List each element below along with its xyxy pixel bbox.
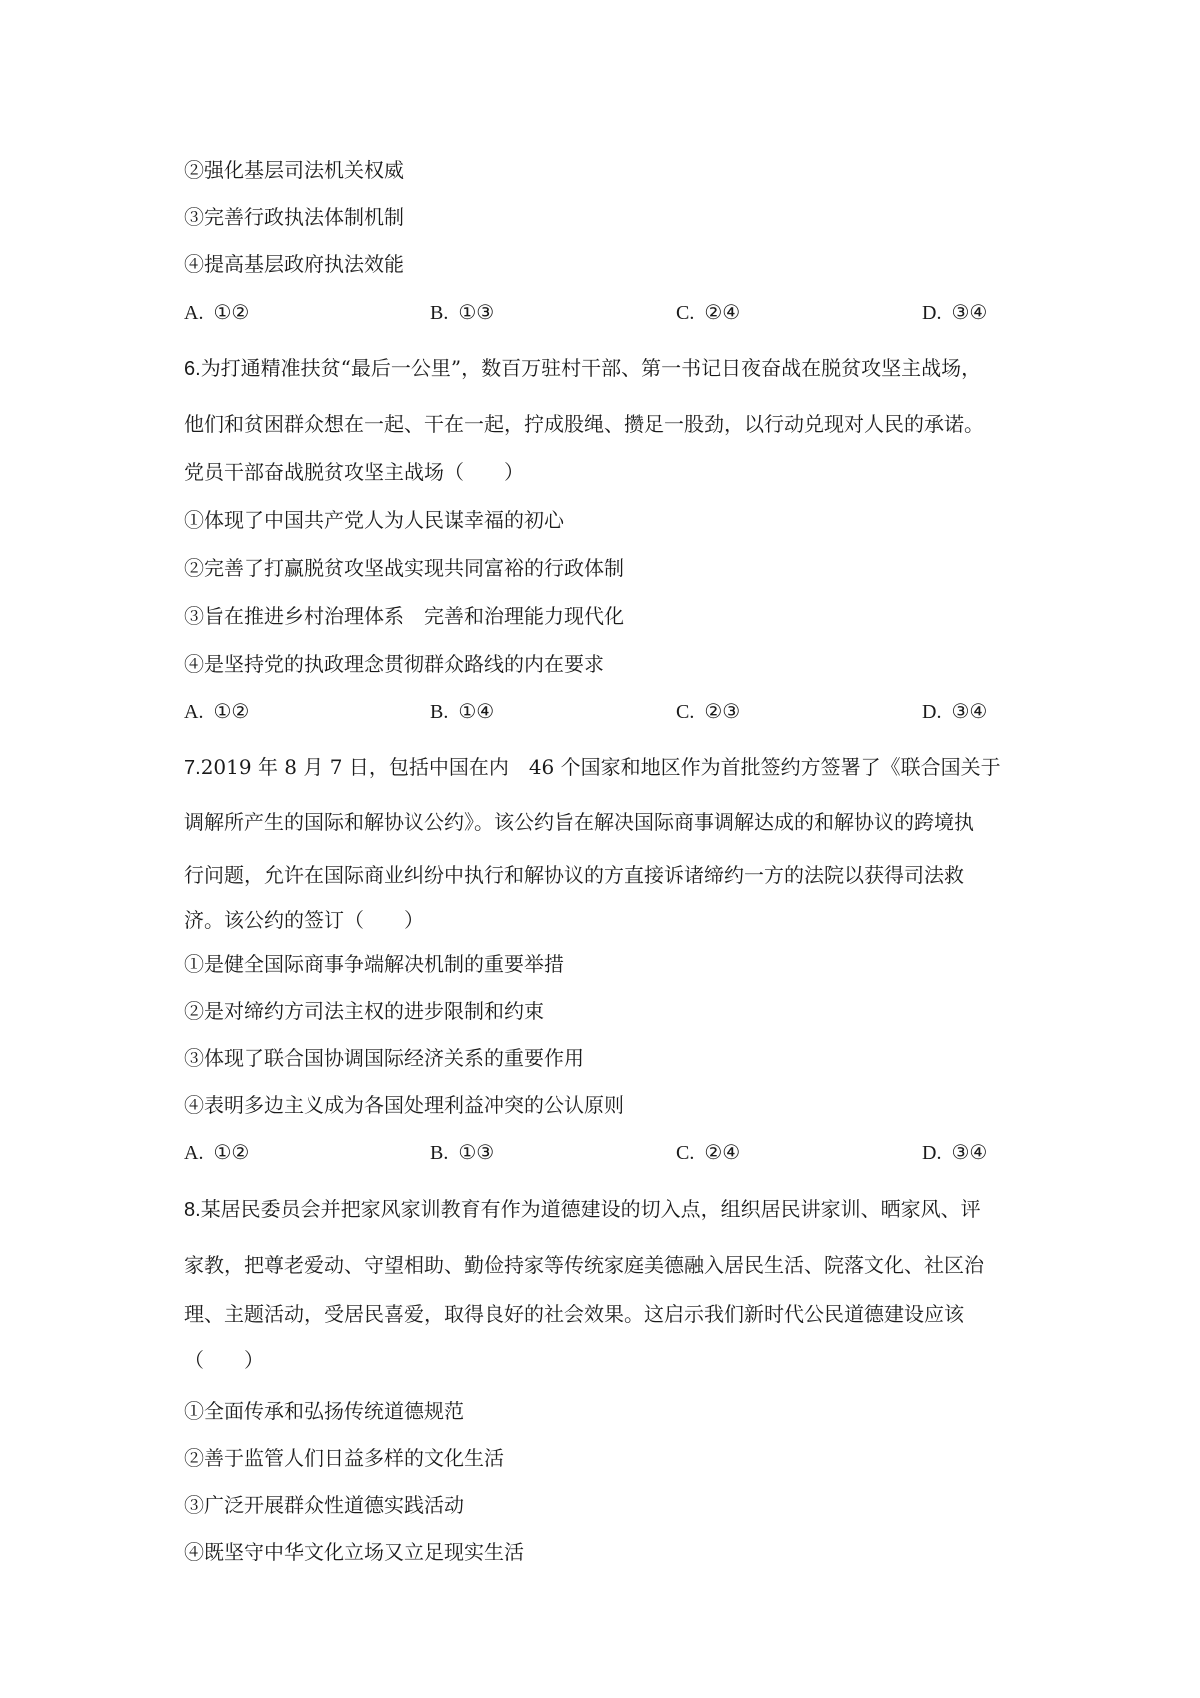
q6-choice-3: ③旨在推进乡村治理体系 完善和治理能力现代化 [184, 604, 624, 628]
q7-options [184, 1138, 1044, 1166]
q5-choice-4: ④提高基层政府执法效能 [184, 252, 404, 276]
q6-options [184, 697, 1044, 725]
q6-stem-line-1: 6.为打通精准扶贫“最后一公里”，数百万驻村干部、第一书记日夜奋战在脱贫攻坚主战场， [184, 356, 982, 380]
q7-stem-line-1: 7.2019 年 8 月 7 日，包括中国在内 46 个国家和地区作为首批签约方签署了《联合国关于 [184, 755, 1001, 779]
q6-choice-1: ①体现了中国共产党人为人民谋幸福的初心 [184, 508, 564, 532]
q8-choice-4: ④既坚守中华文化立场又立足现实生活 [184, 1540, 524, 1564]
q5-options [184, 298, 1044, 326]
q7-stem-line-4: 济。该公约的签订（ ） [184, 908, 424, 932]
q7-option-c[interactable]: C. ②④ [676, 1140, 741, 1164]
q7-choice-4: ④表明多边主义成为各国处理利益冲突的公认原则 [184, 1093, 624, 1117]
q8-stem-line-4: （ ） [184, 1348, 264, 1372]
q6-option-c[interactable]: C. ②③ [676, 699, 741, 723]
q7-option-b[interactable]: B. ①③ [430, 1140, 495, 1164]
q6-stem-line-2: 他们和贫困群众想在一起、干在一起，拧成股绳、攒足一股劲，以行动兑现对人民的承诺。 [184, 412, 984, 436]
q7-stem-line-2: 调解所产生的国际和解协议公约》。该公约旨在解决国际商事调解达成的和解协议的跨境执 [184, 810, 974, 834]
q5-option-c[interactable]: C. ②④ [676, 300, 741, 324]
q7-option-a[interactable]: A. ①② [184, 1140, 250, 1164]
q6-option-d[interactable]: D. ③④ [922, 699, 988, 723]
q6-choice-2: ②完善了打赢脱贫攻坚战实现共同富裕的行政体制 [184, 556, 624, 580]
q7-option-d[interactable]: D. ③④ [922, 1140, 988, 1164]
q7-stem-line-3: 行问题，允许在国际商业纠纷中执行和解协议的方直接诉诸缔约一方的法院以获得司法救 [184, 863, 964, 887]
q7-choice-3: ③体现了联合国协调国际经济关系的重要作用 [184, 1046, 584, 1070]
q7-number: 7. [184, 757, 201, 779]
q8-number: 8. [184, 1199, 201, 1221]
q8-choice-3: ③广泛开展群众性道德实践活动 [184, 1493, 464, 1517]
q5-option-d[interactable]: D. ③④ [922, 300, 988, 324]
q6-option-a[interactable]: A. ①② [184, 699, 250, 723]
q8-stem-line-1: 8.某居民委员会并把家风家训教育有作为道德建设的切入点，组织居民讲家训、晒家风、评 [184, 1197, 981, 1221]
q6-stem-line-3: 党员干部奋战脱贫攻坚主战场（ ） [184, 460, 524, 484]
q8-stem-line-2: 家教，把尊老爱动、守望相助、勤俭持家等传统家庭美德融入居民生活、院落文化、社区治 [184, 1253, 984, 1277]
q5-option-a[interactable]: A. ①② [184, 300, 250, 324]
q8-choice-2: ②善于监管人们日益多样的文化生活 [184, 1446, 504, 1470]
q6-option-b[interactable]: B. ①④ [430, 699, 495, 723]
q5-option-b[interactable]: B. ①③ [430, 300, 495, 324]
q7-choice-1: ①是健全国际商事争端解决机制的重要举措 [184, 952, 564, 976]
q6-choice-4: ④是坚持党的执政理念贯彻群众路线的内在要求 [184, 652, 604, 676]
q7-choice-2: ②是对缔约方司法主权的进步限制和约束 [184, 999, 544, 1023]
q5-choice-3: ③完善行政执法体制机制 [184, 205, 404, 229]
q8-choice-1: ①全面传承和弘扬传统道德规范 [184, 1399, 464, 1423]
q6-number: 6. [184, 358, 201, 380]
q8-stem-line-3: 理、主题活动，受居民喜爱，取得良好的社会效果。这启示我们新时代公民道德建设应该 [184, 1302, 964, 1326]
q5-choice-2: ②强化基层司法机关权威 [184, 158, 404, 182]
